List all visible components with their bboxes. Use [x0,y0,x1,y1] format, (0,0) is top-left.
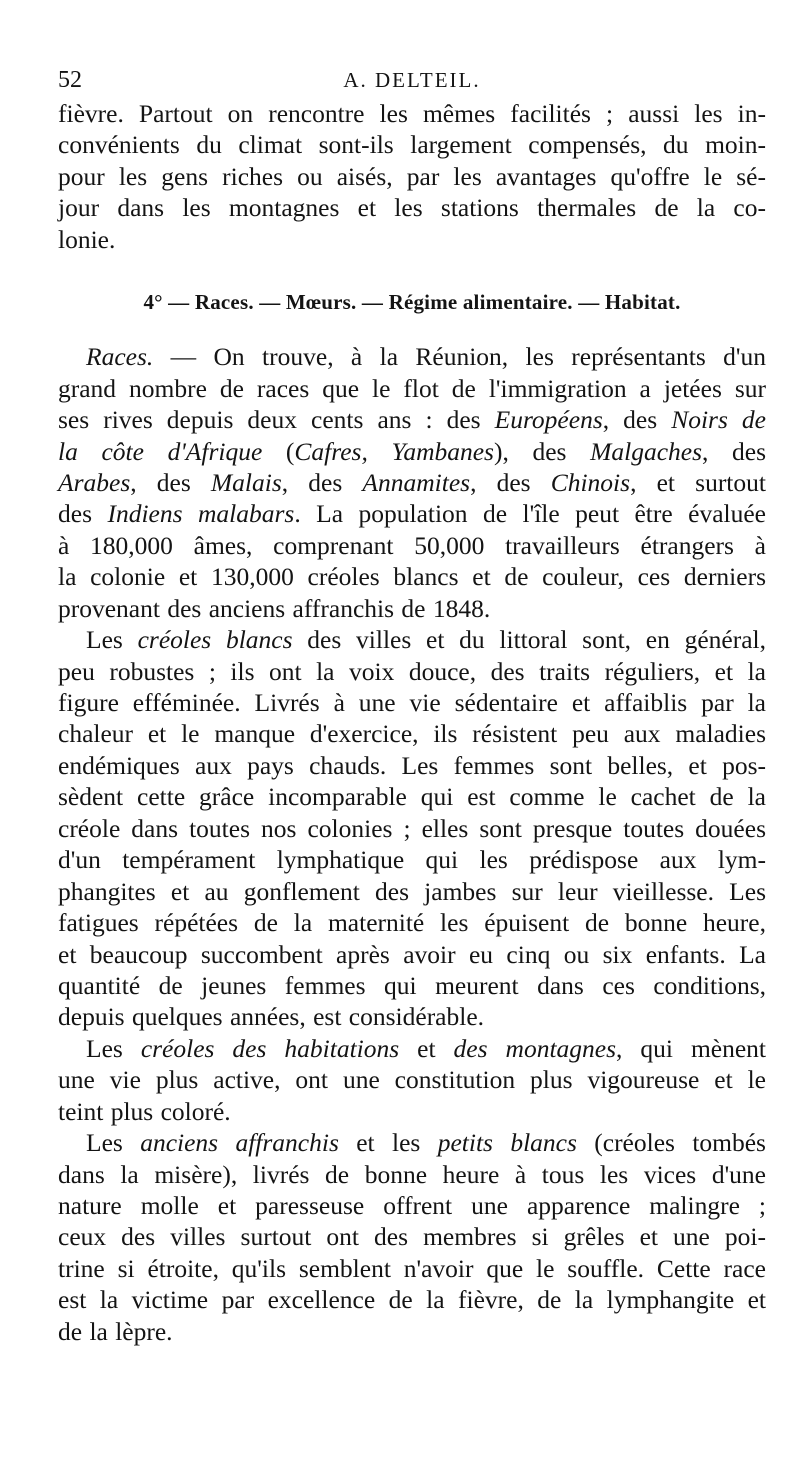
text-line: Les créoles des habitations et des montagnes, qui mènent [86,1033,766,1063]
text-line: convénients du climat sont-ils largement compensés, du moin- [58,130,766,160]
text-line: Arabes, des Malais, des Annamites, des Chinois, et surtout [58,467,766,497]
text-line: la côte d'Afrique (Cafres, Yambanes), des Malgaches, des [58,436,767,466]
text-line: peu robustes ; ils ont la voix douce, des traits réguliers, et la [58,656,766,686]
text-line: ses rives depuis deux cents ans : des Européens, des Noirs de [58,405,766,435]
text-line: jour dans les montagnes et les stations thermales de la co- [58,193,766,223]
italic-term: Indiens malabars [107,499,295,529]
italic-term: la côte d'Afrique [58,436,263,466]
running-head: A. DELTEIL. [343,68,481,92]
book-page [58,62,766,1347]
text-line: est la victime par excellence de la fièvre, de la lymphangite et [58,1285,766,1315]
page-number: 52 [58,67,82,93]
text-line: des Indiens malabars. La population de l'île peut être évaluée [58,499,767,529]
italic-term: Malais [210,467,282,497]
text-line: lonie. [58,224,116,254]
text-line: ceux des villes surtout ont des membres si grêles et une poi- [58,1222,766,1252]
italic-term: petits blancs [437,1128,577,1158]
paragraph-climate [58,98,766,255]
italic-term: anciens affranchis [140,1128,339,1158]
text-line: dans la misère), livrés de bonne heure à tous les vices d'une [58,1159,766,1189]
text-line: une vie plus active, ont une constitution plus vigoureuse et le [58,1065,766,1095]
paragraph-creoles-blancs [58,624,766,1033]
text-line: pour les gens riches ou aisés, par les avantages qu'offre le sé- [58,161,766,191]
italic-term: Malgaches [590,436,703,466]
text-line: endémiques aux pays chauds. Les femmes sont belles, et pos- [58,750,766,780]
italic-term: des montagnes [453,1033,617,1063]
italic-term: Cafres, Yambanes [294,436,494,466]
text-line: fatigues répétées de la maternité les épuisent de bonne heure, [58,908,766,938]
text-line: sèdent cette grâce incomparable qui est comme le cachet de la [58,782,766,812]
text-line: chaleur et le manque d'exercice, ils résistent peu aux maladies [58,719,766,749]
text-line: provenant des anciens affranchis de 1848. [58,593,491,623]
paragraph-creoles-habitations [58,1033,766,1127]
text-line: phangites et au gonflement des jambes sur leur vieillesse. Les [58,876,766,906]
text-line: quantité de jeunes femmes qui meurent dans ces conditions, [58,970,766,1000]
text-line: d'un tempérament lymphatique qui les prédispose aux lym- [58,845,766,875]
italic-term: Européens [494,405,603,435]
italic-term: créoles blancs [137,625,293,655]
text-line: de la lèpre. [58,1316,173,1346]
text-line: créole dans toutes nos colonies ; elles sont presque toutes douées [58,813,766,843]
paragraph-affranchis [58,1127,766,1347]
paragraph-races [58,341,766,624]
italic-term: Races. [86,342,154,372]
page-header [58,62,766,98]
italic-term: Chinois [550,467,631,497]
text-line: figure efféminée. Livrés à une vie sédentaire et affaiblis par la [58,688,766,717]
text-line: Les créoles blancs des villes et du littoral sont, en général, [86,625,767,655]
text-line: Races. — On trouve, à la Réunion, les représentants d'un [86,342,766,372]
text-line: à 180,000 âmes, comprenant 50,000 travailleurs étrangers à [58,530,766,560]
italic-term: Noirs de [671,405,766,435]
text-line: grand nombre de races que le flot de l'immigration a jetées sur [58,373,766,403]
section-heading: 4° — Races. — Mœurs. — Régime alimentaire. — Habitat. [143,290,681,315]
italic-term: Arabes [58,467,131,497]
text-line: teint plus coloré. [58,1096,231,1126]
text-line: la colonie et 130,000 créoles blancs et de couleur, ces derniers [58,562,766,592]
text-line: Les anciens affranchis et les petits blancs (créoles tombés [86,1128,766,1158]
italic-term: Annamites [362,467,471,497]
text-line: trine si étroite, qu'ils semblent n'avoir que le souffle. Cette race [58,1253,766,1283]
text-line: nature molle et paresseuse offrent une apparence malingre ; [58,1191,766,1220]
italic-term: créoles des habitations [140,1033,400,1063]
text-line: depuis quelques années, est considérable. [58,1002,485,1032]
text-line: fièvre. Partout on rencontre les mêmes facilités ; aussi les in- [58,99,766,128]
text-line: et beaucoup succombent après avoir eu cinq ou six enfants. La [58,939,766,969]
